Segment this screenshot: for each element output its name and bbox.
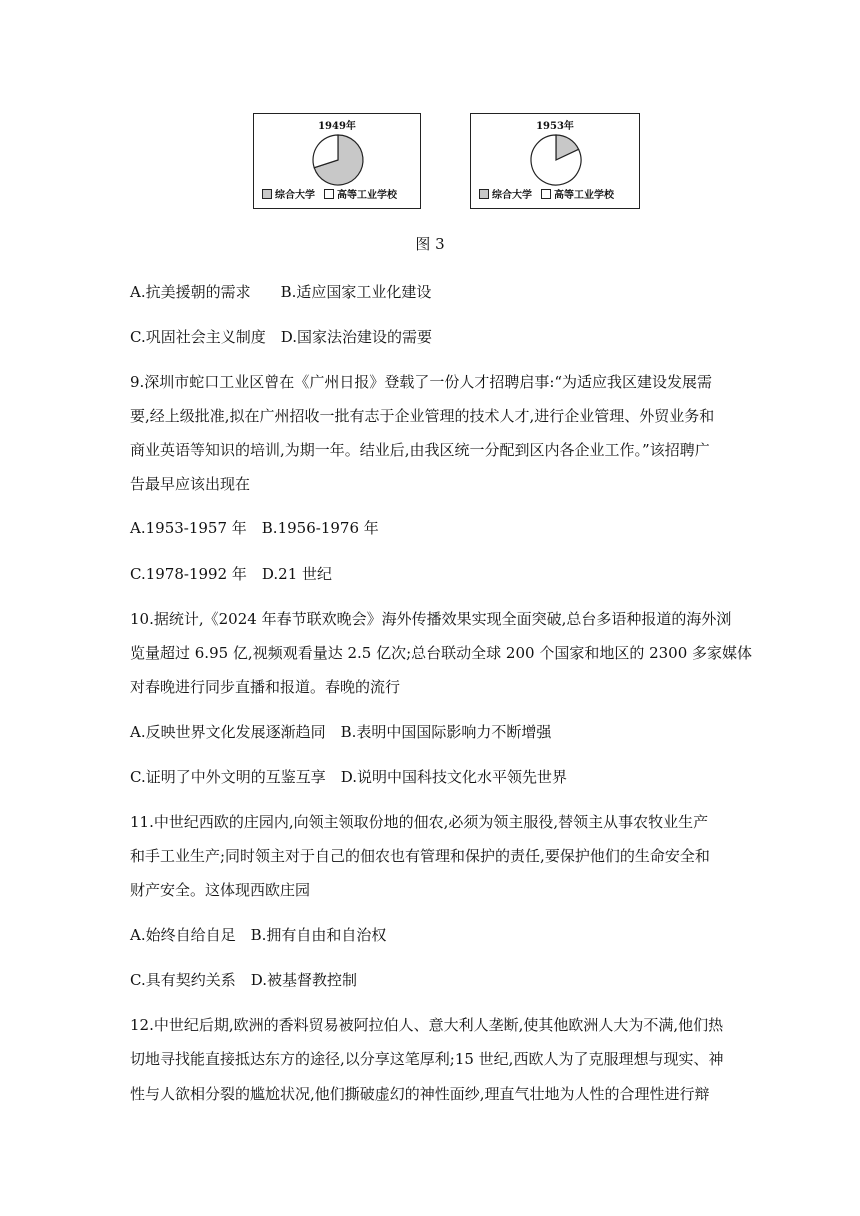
- question-text-line: 要,经上级批准,拟在广州招收一批有志于企业管理的技术人才,进行企业管理、外贸业务和: [130, 407, 715, 425]
- option-line: A.抗美援朝的需求 B.适应国家工业化建设: [130, 283, 432, 301]
- chart-legend: [262, 186, 416, 201]
- question-text-line: 对春晚进行同步直播和报道。春晚的流行: [130, 678, 401, 696]
- legend-item: [541, 186, 614, 201]
- chart-legend: [479, 186, 635, 201]
- option-line: C.巩固社会主义制度 D.国家法治建设的需要: [130, 328, 432, 346]
- legend-item: [479, 186, 532, 201]
- option-line: C.具有契约关系 D.被基督教控制: [130, 971, 357, 989]
- pie-chart-1949: [253, 113, 421, 209]
- legend-swatch-gray: [262, 189, 272, 199]
- question-text-line: 切地寻找能直接抵达东方的途径,以分享这笔厚利;15 世纪,西欧人为了克服理想与现实、神: [130, 1050, 724, 1068]
- option-line: A.1953-1957 年 B.1956-1976 年: [130, 519, 379, 537]
- legend-label: 高等工业学校: [337, 190, 397, 201]
- question-text-line: 和手工业生产;同时领主对于自己的佃农也有管理和保护的责任,要保护他们的生命安全和: [130, 847, 710, 865]
- chart-title: 1949年: [318, 121, 356, 132]
- option-line: C.证明了中外文明的互鉴互享 D.说明中国科技文化水平领先世界: [130, 768, 567, 786]
- question-text-line: 性与人欲相分裂的尴尬状况,他们撕破虚幻的神性面纱,理直气壮地为人性的合理性进行辩: [130, 1085, 710, 1103]
- question-text-line: 告最早应该出现在: [130, 475, 251, 493]
- figure-caption: 图 3: [415, 235, 445, 253]
- legend-item: [262, 186, 315, 201]
- legend-label: 高等工业学校: [554, 190, 614, 201]
- legend-item: [324, 186, 397, 201]
- legend-swatch-white: [324, 189, 334, 199]
- option-line: A.始终自给自足 B.拥有自由和自治权: [130, 926, 387, 944]
- question-text-line: 财产安全。这体现西欧庄园: [130, 881, 311, 899]
- option-line: C.1978-1992 年 D.21 世纪: [130, 565, 333, 583]
- option-line: A.反映世界文化发展逐渐趋同 B.表明中国国际影响力不断增强: [130, 723, 552, 741]
- question-text-line: 览量超过 6.95 亿,视频观看量达 2.5 亿次;总台联动全球 200 个国家和地区的 2300 多家媒体: [130, 644, 753, 662]
- legend-label: 综合大学: [275, 190, 315, 201]
- question-text-line: 11.中世纪西欧的庄园内,向领主领取份地的佃农,必须为领主服役,替领主从事农牧业生产: [130, 813, 709, 831]
- chart-title: 1953年: [536, 121, 574, 132]
- question-text-line: 10.据统计,《2024 年春节联欢晚会》海外传播效果实现全面突破,总台多语种报道的海外浏: [130, 610, 732, 628]
- question-text-line: 9.深圳市蛇口工业区曾在《广州日报》登载了一份人才招聘启事:“为适应我区建设发展需: [130, 373, 713, 391]
- legend-label: 综合大学: [492, 190, 532, 201]
- legend-swatch-gray: [479, 189, 489, 199]
- pie-chart-1953: [470, 113, 640, 209]
- legend-swatch-white: [541, 189, 551, 199]
- question-text-line: 商业英语等知识的培训,为期一年。结业后,由我区统一分配到区内各企业工作。”该招聘广: [130, 441, 710, 459]
- question-text-line: 12.中世纪后期,欧洲的香料贸易被阿拉伯人、意大利人垄断,使其他欧洲人大为不满,他们热: [130, 1016, 724, 1034]
